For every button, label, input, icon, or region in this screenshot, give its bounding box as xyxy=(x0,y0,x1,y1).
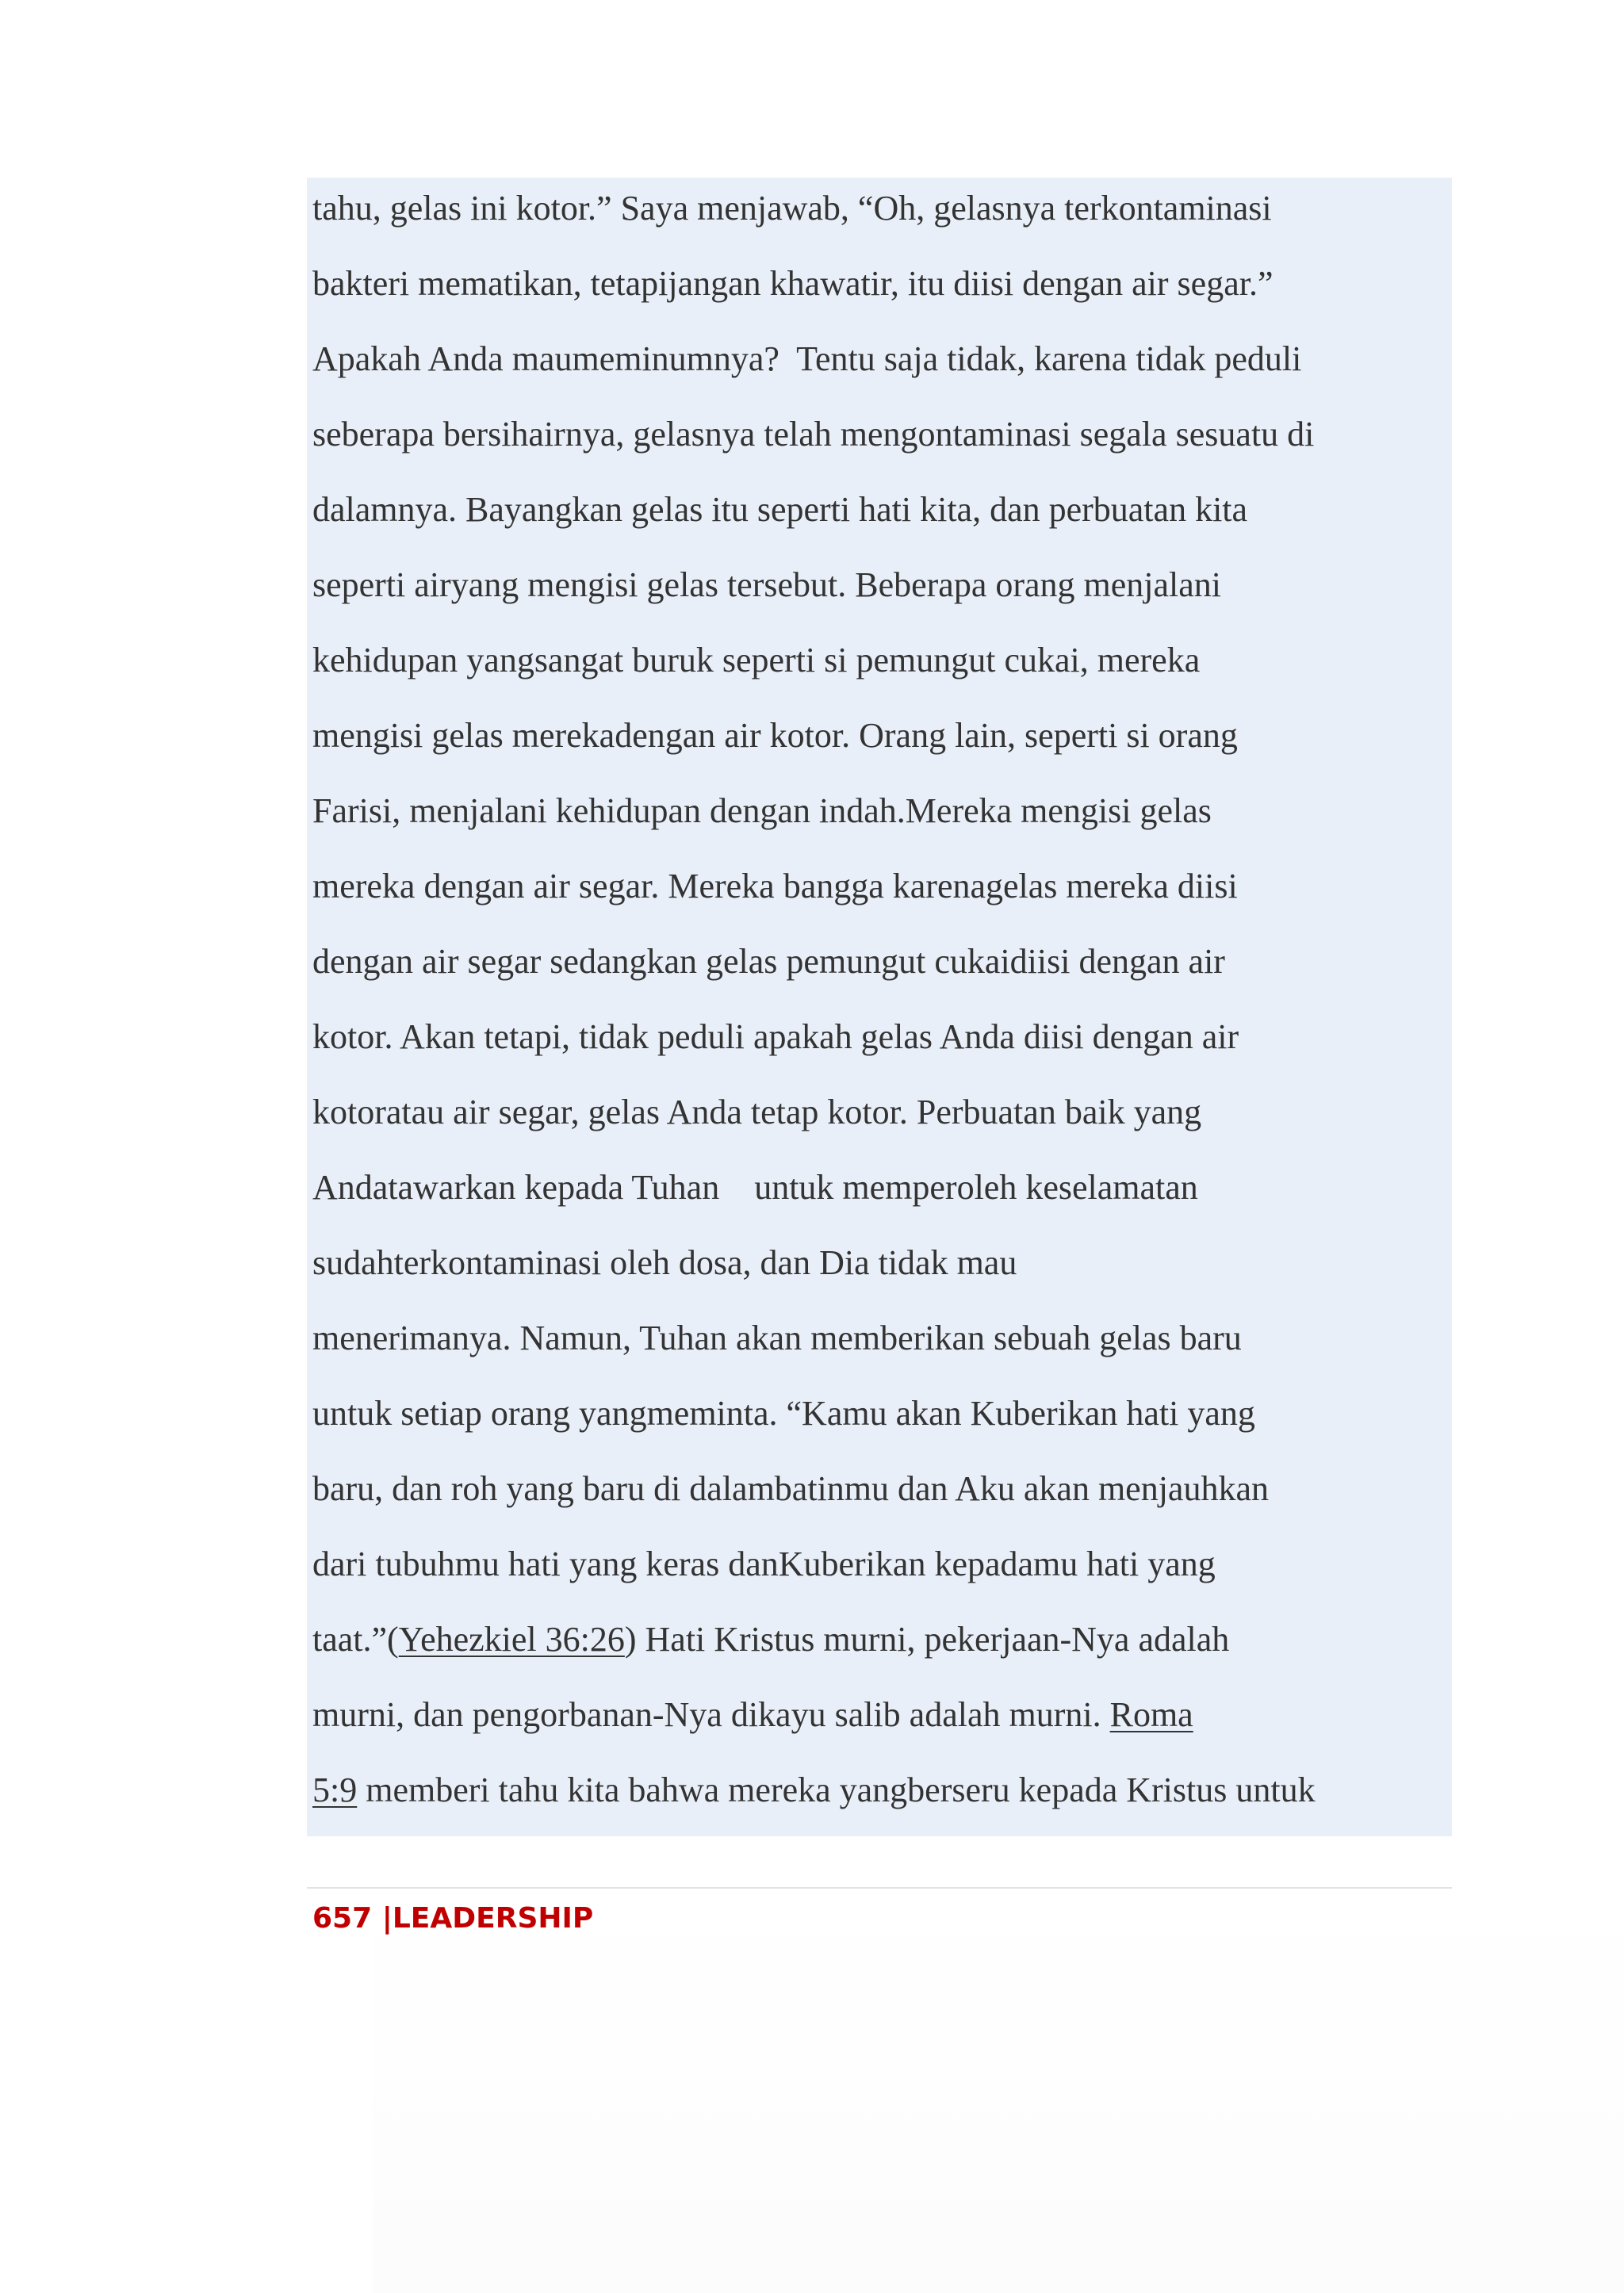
text-line: bakteri mematikan, tetapijangan khawatir, itu diisi dengan air segar.” xyxy=(312,264,1274,303)
line-text-after-link: memberi tahu kita bahwa mereka yangberseru kepada Kristus untuk xyxy=(357,1770,1316,1809)
text-line: mengisi gelas merekadengan air kotor. Orang lain, seperti si orang xyxy=(312,716,1238,755)
footer-separator: | xyxy=(381,1902,393,1935)
line-text-before-link: murni, dan pengorbanan-Nya dikayu salib adalah murni. xyxy=(312,1695,1110,1734)
text-line-with-reference xyxy=(312,1612,1229,1667)
text-line: Farisi, menjalani kehidupan dengan indah.Mereka mengisi gelas xyxy=(312,791,1212,830)
section-title: LEADERSHIP xyxy=(392,1902,594,1935)
text-line: kotor. Akan tetapi, tidak peduli apakah gelas Anda diisi dengan air xyxy=(312,1017,1239,1056)
text-line: dalamnya. Bayangkan gelas itu seperti hati kita, dan perbuatan kita xyxy=(312,490,1248,529)
text-line: seberapa bersihairnya, gelasnya telah mengontaminasi segala sesuatu di xyxy=(312,415,1315,454)
body-text-block xyxy=(307,178,1452,1836)
text-line: dengan air segar sedangkan gelas pemungut cukaidiisi dengan air xyxy=(312,942,1225,981)
line-text-before-link: taat.”( xyxy=(312,1620,399,1659)
text-line: menerimanya. Namun, Tuhan akan memberikan sebuah gelas baru xyxy=(312,1319,1242,1357)
text-line-with-reference xyxy=(312,1763,1316,1818)
text-line: untuk setiap orang yangmeminta. “Kamu akan Kuberikan hati yang xyxy=(312,1394,1255,1433)
text-line: Apakah Anda maumeminumnya? Tentu saja tidak, karena tidak peduli xyxy=(312,339,1302,378)
scripture-link-roma[interactable]: Roma xyxy=(1109,1695,1193,1734)
text-line: seperti airyang mengisi gelas tersebut. Beberapa orang menjalani xyxy=(312,565,1222,604)
text-line-with-reference xyxy=(312,1687,1193,1743)
page-background xyxy=(373,1887,1624,2293)
line-text-after-link: ) Hati Kristus murni, pekerjaan-Nya adalah xyxy=(624,1620,1230,1659)
scripture-link-roma-verse[interactable]: 5:9 xyxy=(312,1770,358,1809)
scripture-link-yehezkiel[interactable]: Yehezkiel 36:26 xyxy=(398,1620,625,1659)
page-number: 657 xyxy=(312,1902,373,1935)
footer-divider xyxy=(307,1887,1452,1889)
text-line: dari tubuhmu hati yang keras danKuberikan kepadamu hati yang xyxy=(312,1545,1216,1583)
text-line: kehidupan yangsangat buruk seperti si pemungut cukai, mereka xyxy=(312,641,1201,679)
text-line: baru, dan roh yang baru di dalambatinmu dan Aku akan menjauhkan xyxy=(312,1469,1269,1508)
text-line: kotoratau air segar, gelas Anda tetap kotor. Perbuatan baik yang xyxy=(312,1093,1202,1131)
page-footer xyxy=(312,1900,593,1938)
text-line: Andatawarkan kepada Tuhan untuk memperoleh keselamatan xyxy=(312,1168,1198,1207)
text-line: mereka dengan air segar. Mereka bangga karenagelas mereka diisi xyxy=(312,867,1238,905)
text-line: sudahterkontaminasi oleh dosa, dan Dia tidak mau xyxy=(312,1243,1017,1282)
text-line: tahu, gelas ini kotor.” Saya menjawab, “Oh, gelasnya terkontaminasi xyxy=(312,189,1272,228)
